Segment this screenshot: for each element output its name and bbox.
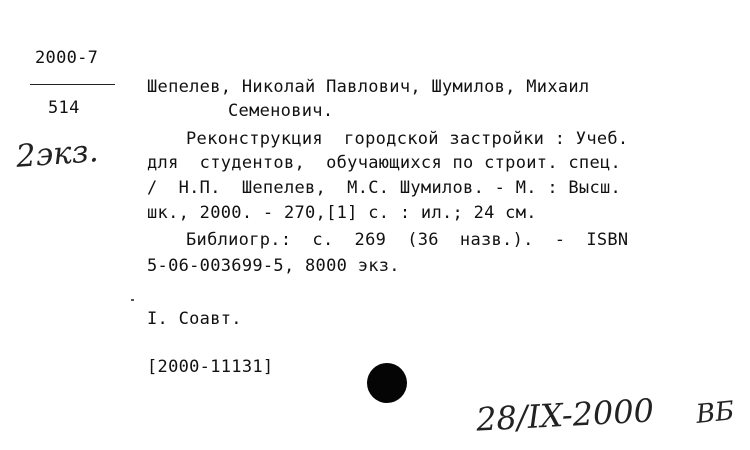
handwritten-initials: ВБ <box>694 396 736 430</box>
entry-body-line: 5-06-003699-5, 8000 экз. <box>147 256 400 276</box>
entry-heading-line1: Шепелев, Николай Павлович, Шумилов, Михаил <box>147 77 590 97</box>
entry-body-line: / Н.П. Шепелев, М.С. Шумилов. - М. : Высш. <box>147 178 622 198</box>
entry-heading-line2: Семенович. <box>228 101 334 121</box>
handwritten-copies-note: 2экз. <box>14 133 100 175</box>
record-number: [2000-11131] <box>147 357 274 377</box>
handwritten-date: 28/IX-2000 <box>475 391 655 439</box>
call-number-top: 2000-7 <box>35 48 99 68</box>
entry-body-line: шк., 2000. - 270,[1] с. : ил.; 24 см. <box>147 203 537 223</box>
ink-speck <box>131 299 134 301</box>
entry-body-line: Реконструкция городской застройки : Учеб. <box>186 129 629 149</box>
entry-body-line: Библиогр.: с. 269 (36 назв.). - ISBN <box>186 230 629 250</box>
punch-hole <box>367 363 407 403</box>
call-number-divider <box>30 84 115 85</box>
entry-body-line: для студентов, обучающихся по строит. спец. <box>147 153 622 173</box>
call-number-bottom: 514 <box>48 98 80 118</box>
tracing-note: I. Соавт. <box>147 309 242 329</box>
